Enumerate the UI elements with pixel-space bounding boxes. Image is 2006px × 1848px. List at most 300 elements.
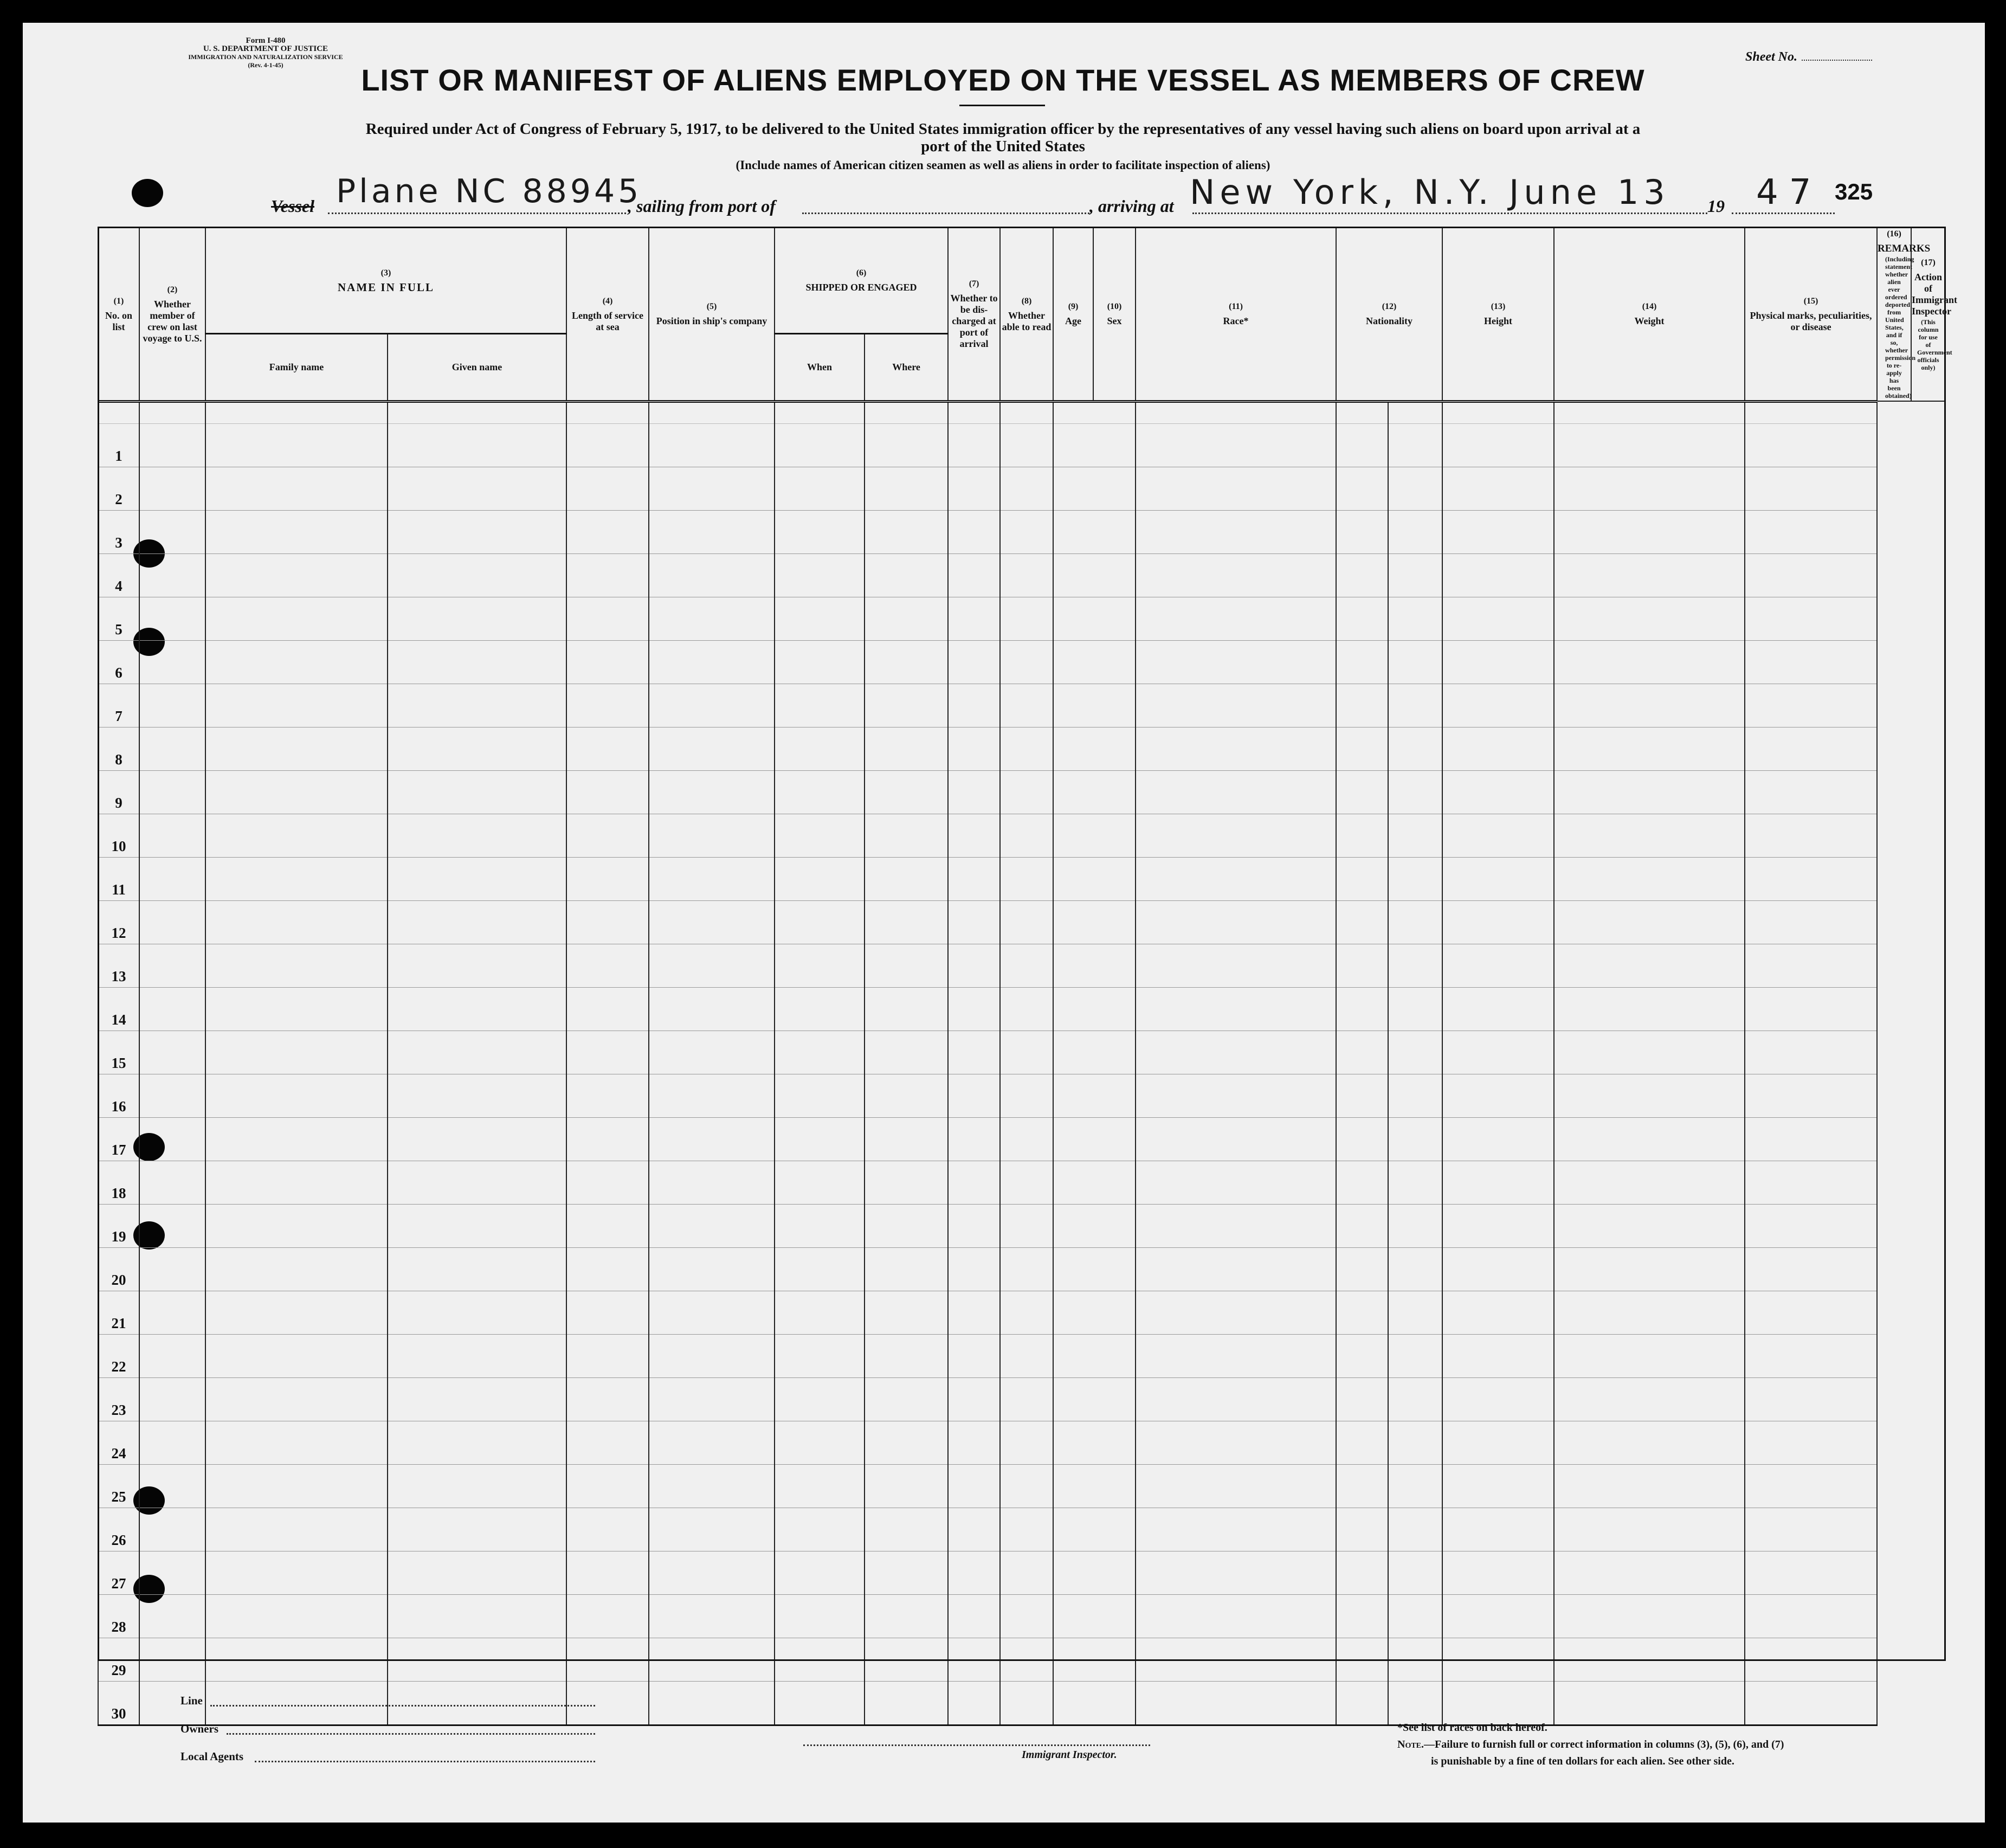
- table-cell[interactable]: [649, 1074, 775, 1117]
- table-cell[interactable]: [775, 1638, 865, 1681]
- table-cell[interactable]: [775, 423, 865, 467]
- table-cell[interactable]: [1442, 510, 1554, 553]
- table-cell[interactable]: [1000, 1681, 1053, 1725]
- table-cell[interactable]: [1442, 727, 1554, 770]
- table-cell[interactable]: [566, 1334, 649, 1377]
- table-cell[interactable]: [566, 857, 649, 900]
- table-cell[interactable]: [1136, 1421, 1336, 1464]
- table-cell[interactable]: [775, 1247, 865, 1291]
- table-cell[interactable]: [205, 423, 388, 467]
- table-cell[interactable]: [948, 1421, 1000, 1464]
- table-cell[interactable]: [1442, 1377, 1554, 1421]
- table-cell[interactable]: [948, 1377, 1000, 1421]
- table-cell[interactable]: [1554, 684, 1745, 727]
- table-cell[interactable]: [1554, 1594, 1745, 1638]
- table-cell[interactable]: [1554, 1031, 1745, 1074]
- table-cell[interactable]: [775, 1334, 865, 1377]
- table-cell[interactable]: [865, 1421, 948, 1464]
- table-cell[interactable]: [1053, 553, 1136, 597]
- table-cell[interactable]: [1388, 597, 1442, 640]
- table-cell[interactable]: [775, 1031, 865, 1074]
- table-cell[interactable]: [775, 1204, 865, 1247]
- table-cell[interactable]: [1745, 1638, 1877, 1681]
- vessel-handwritten[interactable]: Plane NC 88945: [336, 172, 642, 210]
- table-cell[interactable]: [649, 510, 775, 553]
- table-cell[interactable]: [1554, 553, 1745, 597]
- table-cell[interactable]: [948, 1161, 1000, 1204]
- table-cell[interactable]: [1053, 1204, 1136, 1247]
- table-cell[interactable]: [1336, 1377, 1388, 1421]
- table-cell[interactable]: [649, 423, 775, 467]
- table-cell[interactable]: [1442, 900, 1554, 944]
- table-cell[interactable]: [1000, 814, 1053, 857]
- table-cell[interactable]: [1000, 1031, 1053, 1074]
- table-cell[interactable]: [649, 1551, 775, 1594]
- table-cell[interactable]: [1053, 770, 1136, 814]
- table-cell[interactable]: [1336, 1421, 1388, 1464]
- table-cell[interactable]: [1000, 1117, 1053, 1161]
- table-cell[interactable]: [388, 1594, 566, 1638]
- table-cell[interactable]: [948, 1334, 1000, 1377]
- table-cell[interactable]: [566, 770, 649, 814]
- table-cell[interactable]: [1554, 1074, 1745, 1117]
- table-cell[interactable]: [865, 1551, 948, 1594]
- table-cell[interactable]: [1442, 1508, 1554, 1551]
- table-cell[interactable]: [775, 1117, 865, 1161]
- table-cell[interactable]: [1136, 640, 1336, 684]
- table-cell[interactable]: [948, 423, 1000, 467]
- table-cell[interactable]: [566, 1594, 649, 1638]
- table-cell[interactable]: [649, 1334, 775, 1377]
- table-cell[interactable]: [205, 944, 388, 987]
- table-cell[interactable]: [1388, 1247, 1442, 1291]
- table-cell[interactable]: [1745, 467, 1877, 510]
- table-cell[interactable]: [1336, 857, 1388, 900]
- table-cell[interactable]: [948, 1638, 1000, 1681]
- table-cell[interactable]: [566, 1377, 649, 1421]
- table-cell[interactable]: [1442, 467, 1554, 510]
- table-cell[interactable]: [205, 640, 388, 684]
- table-cell[interactable]: [1554, 1161, 1745, 1204]
- table-cell[interactable]: [1442, 423, 1554, 467]
- table-cell[interactable]: [566, 684, 649, 727]
- table-cell[interactable]: [1388, 640, 1442, 684]
- table-cell[interactable]: [1000, 553, 1053, 597]
- table-cell[interactable]: [775, 1508, 865, 1551]
- table-cell[interactable]: [566, 1074, 649, 1117]
- table-cell[interactable]: [1336, 1291, 1388, 1334]
- table-cell[interactable]: [1388, 987, 1442, 1031]
- table-cell[interactable]: [649, 1508, 775, 1551]
- table-cell[interactable]: [1745, 1031, 1877, 1074]
- table-cell[interactable]: [205, 1464, 388, 1508]
- table-cell[interactable]: [566, 1464, 649, 1508]
- table-cell[interactable]: [1136, 1291, 1336, 1334]
- table-cell[interactable]: [205, 1161, 388, 1204]
- table-cell[interactable]: [205, 1247, 388, 1291]
- table-cell[interactable]: [205, 987, 388, 1031]
- table-cell[interactable]: [139, 1464, 205, 1508]
- table-cell[interactable]: [388, 1161, 566, 1204]
- table-cell[interactable]: [948, 944, 1000, 987]
- table-cell[interactable]: [1000, 900, 1053, 944]
- table-cell[interactable]: [1745, 1421, 1877, 1464]
- table-cell[interactable]: [649, 1291, 775, 1334]
- table-cell[interactable]: [139, 1161, 205, 1204]
- table-cell[interactable]: [566, 467, 649, 510]
- sheet-number-blank[interactable]: [1802, 60, 1872, 61]
- table-cell[interactable]: [205, 1031, 388, 1074]
- table-cell[interactable]: [1000, 987, 1053, 1031]
- table-cell[interactable]: [1136, 597, 1336, 640]
- table-cell[interactable]: [649, 814, 775, 857]
- table-cell[interactable]: [1136, 1464, 1336, 1508]
- table-cell[interactable]: [205, 1421, 388, 1464]
- footer-line-field[interactable]: [210, 1705, 595, 1707]
- table-cell[interactable]: [1053, 1551, 1136, 1594]
- table-cell[interactable]: [1336, 1638, 1388, 1681]
- table-cell[interactable]: [1336, 1161, 1388, 1204]
- table-cell[interactable]: [388, 1334, 566, 1377]
- table-cell[interactable]: [1388, 1204, 1442, 1247]
- table-cell[interactable]: [1053, 1421, 1136, 1464]
- table-cell[interactable]: [205, 1508, 388, 1551]
- table-cell[interactable]: [388, 1681, 566, 1725]
- table-cell[interactable]: [139, 727, 205, 770]
- table-cell[interactable]: [775, 727, 865, 770]
- table-cell[interactable]: [566, 1681, 649, 1725]
- table-cell[interactable]: [1442, 1247, 1554, 1291]
- table-cell[interactable]: [775, 1377, 865, 1421]
- table-cell[interactable]: [1442, 944, 1554, 987]
- table-cell[interactable]: [948, 1551, 1000, 1594]
- table-cell[interactable]: [388, 1031, 566, 1074]
- table-cell[interactable]: [865, 814, 948, 857]
- table-cell[interactable]: [775, 1421, 865, 1464]
- table-cell[interactable]: [1336, 1681, 1388, 1725]
- table-cell[interactable]: [1336, 1551, 1388, 1594]
- table-cell[interactable]: [775, 1464, 865, 1508]
- table-cell[interactable]: [1336, 1031, 1388, 1074]
- table-cell[interactable]: [205, 597, 388, 640]
- table-cell[interactable]: [1388, 727, 1442, 770]
- table-cell[interactable]: [566, 987, 649, 1031]
- table-cell[interactable]: [775, 944, 865, 987]
- table-cell[interactable]: [1442, 1334, 1554, 1377]
- table-cell[interactable]: [205, 1204, 388, 1247]
- table-cell[interactable]: [649, 1464, 775, 1508]
- table-cell[interactable]: [1388, 944, 1442, 987]
- table-cell[interactable]: [948, 727, 1000, 770]
- table-cell[interactable]: [1000, 1161, 1053, 1204]
- table-cell[interactable]: [1000, 1508, 1053, 1551]
- table-cell[interactable]: [1000, 423, 1053, 467]
- table-cell[interactable]: [1053, 900, 1136, 944]
- table-cell[interactable]: [1554, 814, 1745, 857]
- table-cell[interactable]: [1442, 640, 1554, 684]
- table-cell[interactable]: [948, 1204, 1000, 1247]
- table-cell[interactable]: [1554, 510, 1745, 553]
- table-cell[interactable]: [649, 900, 775, 944]
- table-cell[interactable]: [865, 467, 948, 510]
- table-cell[interactable]: [1554, 1247, 1745, 1291]
- table-cell[interactable]: [948, 1031, 1000, 1074]
- table-cell[interactable]: [948, 510, 1000, 553]
- table-cell[interactable]: [649, 1681, 775, 1725]
- table-cell[interactable]: [1442, 1421, 1554, 1464]
- table-cell[interactable]: [1336, 1247, 1388, 1291]
- table-cell[interactable]: [1000, 1377, 1053, 1421]
- table-cell[interactable]: [775, 987, 865, 1031]
- table-cell[interactable]: [948, 553, 1000, 597]
- table-cell[interactable]: [139, 900, 205, 944]
- table-cell[interactable]: [775, 1551, 865, 1594]
- table-cell[interactable]: [566, 510, 649, 553]
- table-cell[interactable]: [1136, 987, 1336, 1031]
- table-cell[interactable]: [1554, 1377, 1745, 1421]
- table-cell[interactable]: [1000, 467, 1053, 510]
- table-cell[interactable]: [1554, 467, 1745, 510]
- table-cell[interactable]: [865, 1204, 948, 1247]
- table-cell[interactable]: [1336, 640, 1388, 684]
- table-cell[interactable]: [205, 467, 388, 510]
- table-cell[interactable]: [649, 684, 775, 727]
- table-cell[interactable]: [139, 1551, 205, 1594]
- table-cell[interactable]: [1053, 510, 1136, 553]
- table-cell[interactable]: [865, 1291, 948, 1334]
- table-cell[interactable]: [1336, 727, 1388, 770]
- table-cell[interactable]: [1136, 1551, 1336, 1594]
- table-cell[interactable]: [388, 597, 566, 640]
- table-cell[interactable]: [566, 727, 649, 770]
- table-cell[interactable]: [1136, 684, 1336, 727]
- table-cell[interactable]: [865, 1031, 948, 1074]
- table-cell[interactable]: [1388, 1334, 1442, 1377]
- table-cell[interactable]: [1336, 684, 1388, 727]
- table-cell[interactable]: [1745, 944, 1877, 987]
- table-cell[interactable]: [566, 900, 649, 944]
- table-cell[interactable]: [948, 1464, 1000, 1508]
- table-cell[interactable]: [139, 1291, 205, 1334]
- table-cell[interactable]: [1442, 1551, 1554, 1594]
- table-cell[interactable]: [205, 1551, 388, 1594]
- table-cell[interactable]: [1745, 1551, 1877, 1594]
- table-cell[interactable]: [1336, 770, 1388, 814]
- table-cell[interactable]: [948, 1117, 1000, 1161]
- table-cell[interactable]: [948, 1247, 1000, 1291]
- table-cell[interactable]: [649, 987, 775, 1031]
- table-cell[interactable]: [1388, 1117, 1442, 1161]
- table-cell[interactable]: [865, 987, 948, 1031]
- table-cell[interactable]: [1000, 1551, 1053, 1594]
- table-cell[interactable]: [865, 1377, 948, 1421]
- table-cell[interactable]: [1745, 553, 1877, 597]
- table-cell[interactable]: [649, 727, 775, 770]
- table-cell[interactable]: [1000, 640, 1053, 684]
- table-cell[interactable]: [649, 597, 775, 640]
- table-cell[interactable]: [1745, 814, 1877, 857]
- table-cell[interactable]: [1053, 1464, 1136, 1508]
- table-cell[interactable]: [865, 1117, 948, 1161]
- table-cell[interactable]: [775, 1291, 865, 1334]
- table-cell[interactable]: [1388, 1377, 1442, 1421]
- table-cell[interactable]: [1136, 423, 1336, 467]
- table-cell[interactable]: [1554, 423, 1745, 467]
- table-cell[interactable]: [775, 1681, 865, 1725]
- table-cell[interactable]: [1745, 1334, 1877, 1377]
- table-cell[interactable]: [865, 553, 948, 597]
- table-cell[interactable]: [388, 1638, 566, 1681]
- table-cell[interactable]: [1388, 1681, 1442, 1725]
- footer-agents-field[interactable]: [255, 1761, 595, 1762]
- table-cell[interactable]: [139, 1594, 205, 1638]
- table-cell[interactable]: [1388, 467, 1442, 510]
- table-cell[interactable]: [1336, 1464, 1388, 1508]
- table-cell[interactable]: [139, 1421, 205, 1464]
- table-cell[interactable]: [1053, 1681, 1136, 1725]
- table-cell[interactable]: [139, 987, 205, 1031]
- table-cell[interactable]: [139, 553, 205, 597]
- table-cell[interactable]: [1053, 944, 1136, 987]
- table-cell[interactable]: [388, 857, 566, 900]
- table-cell[interactable]: [1745, 1594, 1877, 1638]
- table-cell[interactable]: [388, 1291, 566, 1334]
- table-cell[interactable]: [775, 814, 865, 857]
- table-cell[interactable]: [1053, 597, 1136, 640]
- table-cell[interactable]: [388, 510, 566, 553]
- table-cell[interactable]: [388, 900, 566, 944]
- table-cell[interactable]: [865, 423, 948, 467]
- table-cell[interactable]: [649, 467, 775, 510]
- table-cell[interactable]: [205, 510, 388, 553]
- table-cell[interactable]: [865, 1161, 948, 1204]
- table-cell[interactable]: [775, 770, 865, 814]
- table-cell[interactable]: [566, 1421, 649, 1464]
- table-cell[interactable]: [1000, 944, 1053, 987]
- table-cell[interactable]: [139, 640, 205, 684]
- table-cell[interactable]: [1053, 684, 1136, 727]
- table-cell[interactable]: [775, 597, 865, 640]
- table-cell[interactable]: [1442, 684, 1554, 727]
- table-cell[interactable]: [1336, 987, 1388, 1031]
- table-cell[interactable]: [1000, 1421, 1053, 1464]
- table-cell[interactable]: [1336, 1204, 1388, 1247]
- table-cell[interactable]: [1442, 1074, 1554, 1117]
- table-cell[interactable]: [388, 727, 566, 770]
- table-cell[interactable]: [566, 1117, 649, 1161]
- table-cell[interactable]: [1053, 857, 1136, 900]
- table-cell[interactable]: [649, 1117, 775, 1161]
- table-cell[interactable]: [139, 510, 205, 553]
- table-cell[interactable]: [1745, 684, 1877, 727]
- table-cell[interactable]: [1745, 1117, 1877, 1161]
- table-cell[interactable]: [1136, 1161, 1336, 1204]
- table-cell[interactable]: [948, 467, 1000, 510]
- table-cell[interactable]: [139, 467, 205, 510]
- table-cell[interactable]: [649, 1161, 775, 1204]
- table-cell[interactable]: [1388, 1031, 1442, 1074]
- table-cell[interactable]: [1000, 1334, 1053, 1377]
- footer-owners-field[interactable]: [227, 1733, 595, 1735]
- table-cell[interactable]: [566, 1247, 649, 1291]
- table-cell[interactable]: [1136, 1681, 1336, 1725]
- table-cell[interactable]: [1053, 1074, 1136, 1117]
- table-cell[interactable]: [1745, 1681, 1877, 1725]
- table-cell[interactable]: [205, 1334, 388, 1377]
- table-cell[interactable]: [649, 1377, 775, 1421]
- table-cell[interactable]: [1053, 640, 1136, 684]
- table-cell[interactable]: [865, 684, 948, 727]
- table-cell[interactable]: [1053, 1161, 1136, 1204]
- table-cell[interactable]: [1000, 510, 1053, 553]
- table-cell[interactable]: [205, 684, 388, 727]
- table-cell[interactable]: [649, 1638, 775, 1681]
- table-cell[interactable]: [1000, 1204, 1053, 1247]
- table-cell[interactable]: [388, 1464, 566, 1508]
- table-cell[interactable]: [865, 1334, 948, 1377]
- table-cell[interactable]: [1745, 1291, 1877, 1334]
- table-cell[interactable]: [1053, 1508, 1136, 1551]
- table-cell[interactable]: [388, 987, 566, 1031]
- table-cell[interactable]: [775, 857, 865, 900]
- table-cell[interactable]: [1053, 1377, 1136, 1421]
- table-cell[interactable]: [775, 640, 865, 684]
- table-cell[interactable]: [649, 1594, 775, 1638]
- table-cell[interactable]: [775, 684, 865, 727]
- table-cell[interactable]: [1336, 1334, 1388, 1377]
- table-cell[interactable]: [1745, 900, 1877, 944]
- table-cell[interactable]: [205, 727, 388, 770]
- table-cell[interactable]: [139, 1031, 205, 1074]
- table-cell[interactable]: [1136, 944, 1336, 987]
- arriving-handwritten[interactable]: New York, N.Y. June 13: [1190, 172, 1670, 212]
- table-cell[interactable]: [1000, 1074, 1053, 1117]
- table-cell[interactable]: [1745, 1377, 1877, 1421]
- table-cell[interactable]: [1442, 1464, 1554, 1508]
- table-cell[interactable]: [1388, 1074, 1442, 1117]
- table-cell[interactable]: [1554, 1204, 1745, 1247]
- table-cell[interactable]: [566, 1551, 649, 1594]
- table-cell[interactable]: [865, 1464, 948, 1508]
- table-cell[interactable]: [1336, 814, 1388, 857]
- table-cell[interactable]: [1136, 1074, 1336, 1117]
- table-cell[interactable]: [1336, 510, 1388, 553]
- table-cell[interactable]: [139, 684, 205, 727]
- table-cell[interactable]: [1336, 467, 1388, 510]
- table-cell[interactable]: [1136, 1334, 1336, 1377]
- table-cell[interactable]: [566, 423, 649, 467]
- table-cell[interactable]: [1388, 1508, 1442, 1551]
- table-cell[interactable]: [948, 684, 1000, 727]
- table-cell[interactable]: [205, 857, 388, 900]
- table-cell[interactable]: [1136, 1247, 1336, 1291]
- table-cell[interactable]: [1388, 1551, 1442, 1594]
- table-cell[interactable]: [1000, 1594, 1053, 1638]
- table-cell[interactable]: [1554, 1508, 1745, 1551]
- table-cell[interactable]: [1442, 1681, 1554, 1725]
- table-cell[interactable]: [566, 1031, 649, 1074]
- table-cell[interactable]: [1442, 857, 1554, 900]
- table-cell[interactable]: [865, 857, 948, 900]
- table-cell[interactable]: [1136, 814, 1336, 857]
- table-cell[interactable]: [948, 814, 1000, 857]
- table-cell[interactable]: [205, 1681, 388, 1725]
- table-cell[interactable]: [1000, 1247, 1053, 1291]
- table-cell[interactable]: [1745, 640, 1877, 684]
- table-cell[interactable]: [1136, 727, 1336, 770]
- table-cell[interactable]: [205, 1074, 388, 1117]
- table-cell[interactable]: [139, 857, 205, 900]
